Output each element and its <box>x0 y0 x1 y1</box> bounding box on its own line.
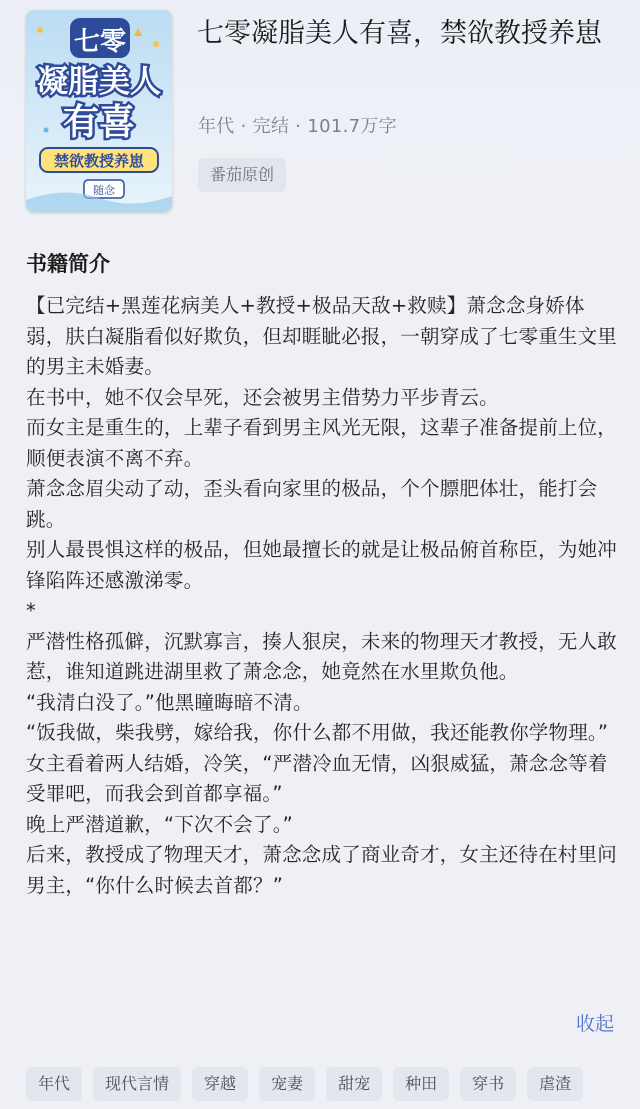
synopsis-paragraph: 晚上严潜道歉，“下次不会了。” <box>26 812 293 836</box>
cover-line3: 有喜 <box>62 102 136 143</box>
synopsis-paragraph: 【已完结+黑莲花病美人+教授+极品天敌+救赎】萧念念身娇体弱，肤白凝脂看似好欺负，但却睚眦必报，一朝穿成了七零重生文里的男主未婚妻。 <box>26 294 618 378</box>
tag-item[interactable]: 虐渣 <box>527 1067 583 1101</box>
book-cover[interactable] <box>26 10 172 212</box>
synopsis-paragraph: 后来，教授成了物理天才，萧念念成了商业奇才，女主还待在村里问男主，“你什么时候去首都？” <box>26 843 618 897</box>
tag-item[interactable]: 甜宠 <box>326 1067 382 1101</box>
tag-list <box>26 1067 626 1103</box>
tag-item[interactable]: 宠妻 <box>259 1067 315 1101</box>
tag-item[interactable]: 种田 <box>393 1067 449 1101</box>
tag-item[interactable]: 现代言情 <box>93 1067 181 1101</box>
tag-item[interactable]: 穿书 <box>460 1067 516 1101</box>
tag-item[interactable]: 年代 <box>26 1067 82 1101</box>
synopsis-paragraph: 萧念念眉尖动了动，歪头看向家里的极品，个个膘肥体壮，能打会跳。 <box>26 477 598 531</box>
synopsis-paragraph: 在书中，她不仅会早死，还会被男主借势力平步青云。 <box>26 385 499 409</box>
book-header <box>0 0 640 232</box>
synopsis-paragraph: “饭我做，柴我劈，嫁给我，你什么都不用做，我还能教你学物理。” <box>26 721 609 744</box>
synopsis-paragraph: “我清白没了。”他黑瞳晦暗不清。 <box>26 690 313 714</box>
cover-subtitle: 禁欲教授养崽 <box>53 152 145 170</box>
cover-art <box>26 10 172 212</box>
publisher-tag[interactable]: 番茄原创 <box>198 158 286 192</box>
cover-line1: 七零 <box>73 27 127 57</box>
cover-author: 随念 <box>93 184 115 197</box>
synopsis-heading: 书籍简介 <box>26 252 110 276</box>
cover-line2: 凝脂美人 <box>37 64 161 100</box>
synopsis-separator: * <box>26 599 36 622</box>
synopsis-paragraph: 别人最畏惧这样的极品，但她最擅长的就是让极品俯首称臣，为她冲锋陷阵还感激涕零。 <box>26 538 618 592</box>
book-meta: 年代 · 完结 · 101.7万字 <box>198 116 397 137</box>
synopsis-paragraph: 而女主是重生的，上辈子看到男主风光无限，这辈子准备提前上位，顺便表演不离不弃。 <box>26 416 618 470</box>
collapse-button[interactable]: 收起 <box>575 1013 614 1035</box>
synopsis-body <box>26 291 620 901</box>
synopsis-paragraph: 严潜性格孤僻，沉默寡言，揍人狠戾，未来的物理天才教授，无人敢惹，谁知道跳进湖里救了萧念念，她竟然在水里欺负他。 <box>26 629 618 683</box>
tag-item[interactable]: 穿越 <box>192 1067 248 1101</box>
book-title: 七零凝脂美人有喜，禁欲教授养崽 <box>197 18 602 49</box>
synopsis-paragraph: 女主看着两人结婚，冷笑，“严潜冷血无情，凶狠威猛，萧念念等着受罪吧，而我会到首都享福。” <box>26 751 608 805</box>
